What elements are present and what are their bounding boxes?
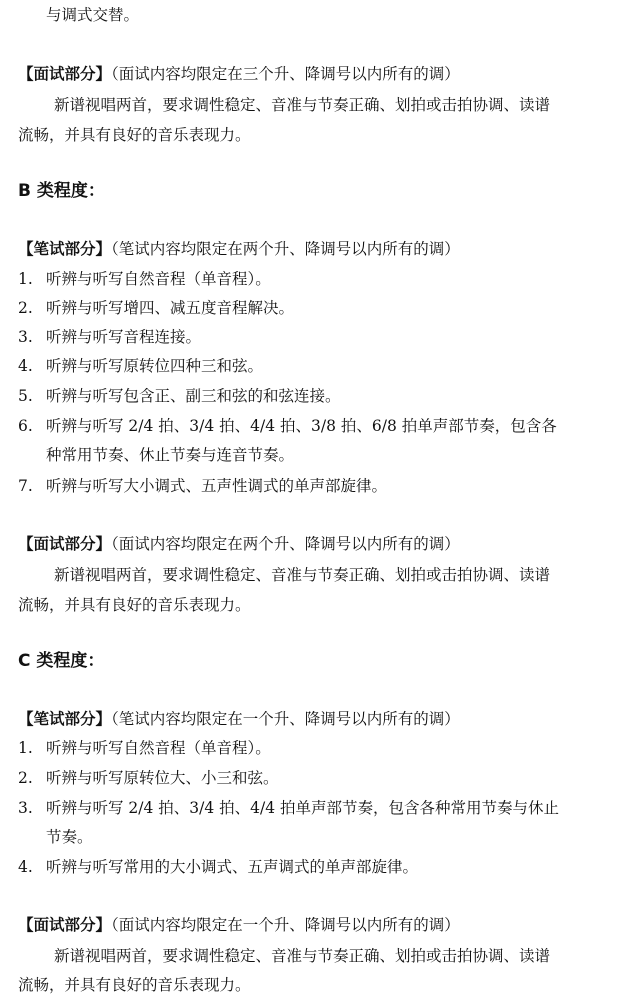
interview-paragraph-line1: 新谱视唱两首，要求调性稳定、音准与节奏正确、划拍或击拍协调、读谱 <box>54 947 551 965</box>
written-note: （笔试内容均限定在两个升、降调号以内所有的调） <box>111 240 460 258</box>
interview-note: （面试内容均限定在一个升、降调号以内所有的调） <box>111 916 460 934</box>
interview-label: 【面试部分】 <box>18 916 112 934</box>
list-item: 5. 听辨与听写包含正、副三和弦的和弦连接。 <box>18 387 341 405</box>
interview-paragraph-line2: 流畅，并具有良好的音乐表现力。 <box>18 126 251 144</box>
written-label: 【笔试部分】 <box>18 240 112 258</box>
written-heading-b <box>18 238 460 260</box>
list-item: 3. 听辨与听写音程连接。 <box>18 328 202 346</box>
interview-paragraph-line2: 流畅，并具有良好的音乐表现力。 <box>18 976 251 994</box>
continuation-line: 与调式交替。 <box>46 6 140 24</box>
written-heading-c <box>18 708 460 730</box>
section-title-b: B 类程度： <box>18 181 105 201</box>
interview-heading-b <box>18 533 460 555</box>
list-item-continuation: 节奏。 <box>46 828 93 846</box>
interview-label: 【面试部分】 <box>18 535 112 553</box>
interview-heading-a <box>18 63 460 85</box>
list-item: 4. 听辨与听写原转位四种三和弦。 <box>18 357 264 375</box>
list-item: 2. 听辨与听写原转位大、小三和弦。 <box>18 769 279 787</box>
interview-paragraph-line1: 新谱视唱两首，要求调性稳定、音准与节奏正确、划拍或击拍协调、读谱 <box>54 566 551 584</box>
interview-label: 【面试部分】 <box>18 65 112 83</box>
list-item: 2. 听辨与听写增四、减五度音程解决。 <box>18 299 295 317</box>
section-title-c: C 类程度： <box>18 651 105 671</box>
list-item: 7. 听辨与听写大小调式、五声性调式的单声部旋律。 <box>18 477 388 495</box>
list-item: 4. 听辨与听写常用的大小调式、五声调式的单声部旋律。 <box>18 858 419 876</box>
written-label: 【笔试部分】 <box>18 710 112 728</box>
interview-note: （面试内容均限定在三个升、降调号以内所有的调） <box>111 65 460 83</box>
list-item: 1. 听辨与听写自然音程（单音程）。 <box>18 739 271 757</box>
interview-paragraph-line2: 流畅，并具有良好的音乐表现力。 <box>18 596 251 614</box>
interview-paragraph-line1: 新谱视唱两首，要求调性稳定、音准与节奏正确、划拍或击拍协调、读谱 <box>54 96 551 114</box>
list-item: 3. 听辨与听写 2/4 拍、3/4 拍、4/4 拍单声部节奏，包含各种常用节奏与休止 <box>18 799 560 817</box>
list-item-continuation: 种常用节奏、休止节奏与连音节奏。 <box>46 446 295 464</box>
interview-heading-c <box>18 914 460 936</box>
written-note: （笔试内容均限定在一个升、降调号以内所有的调） <box>111 710 460 728</box>
list-item: 6. 听辨与听写 2/4 拍、3/4 拍、4/4 拍、3/8 拍、6/8 拍单声部节奏，包含各 <box>18 417 557 435</box>
list-item: 1. 听辨与听写自然音程（单音程）。 <box>18 270 271 288</box>
interview-note: （面试内容均限定在两个升、降调号以内所有的调） <box>111 535 460 553</box>
